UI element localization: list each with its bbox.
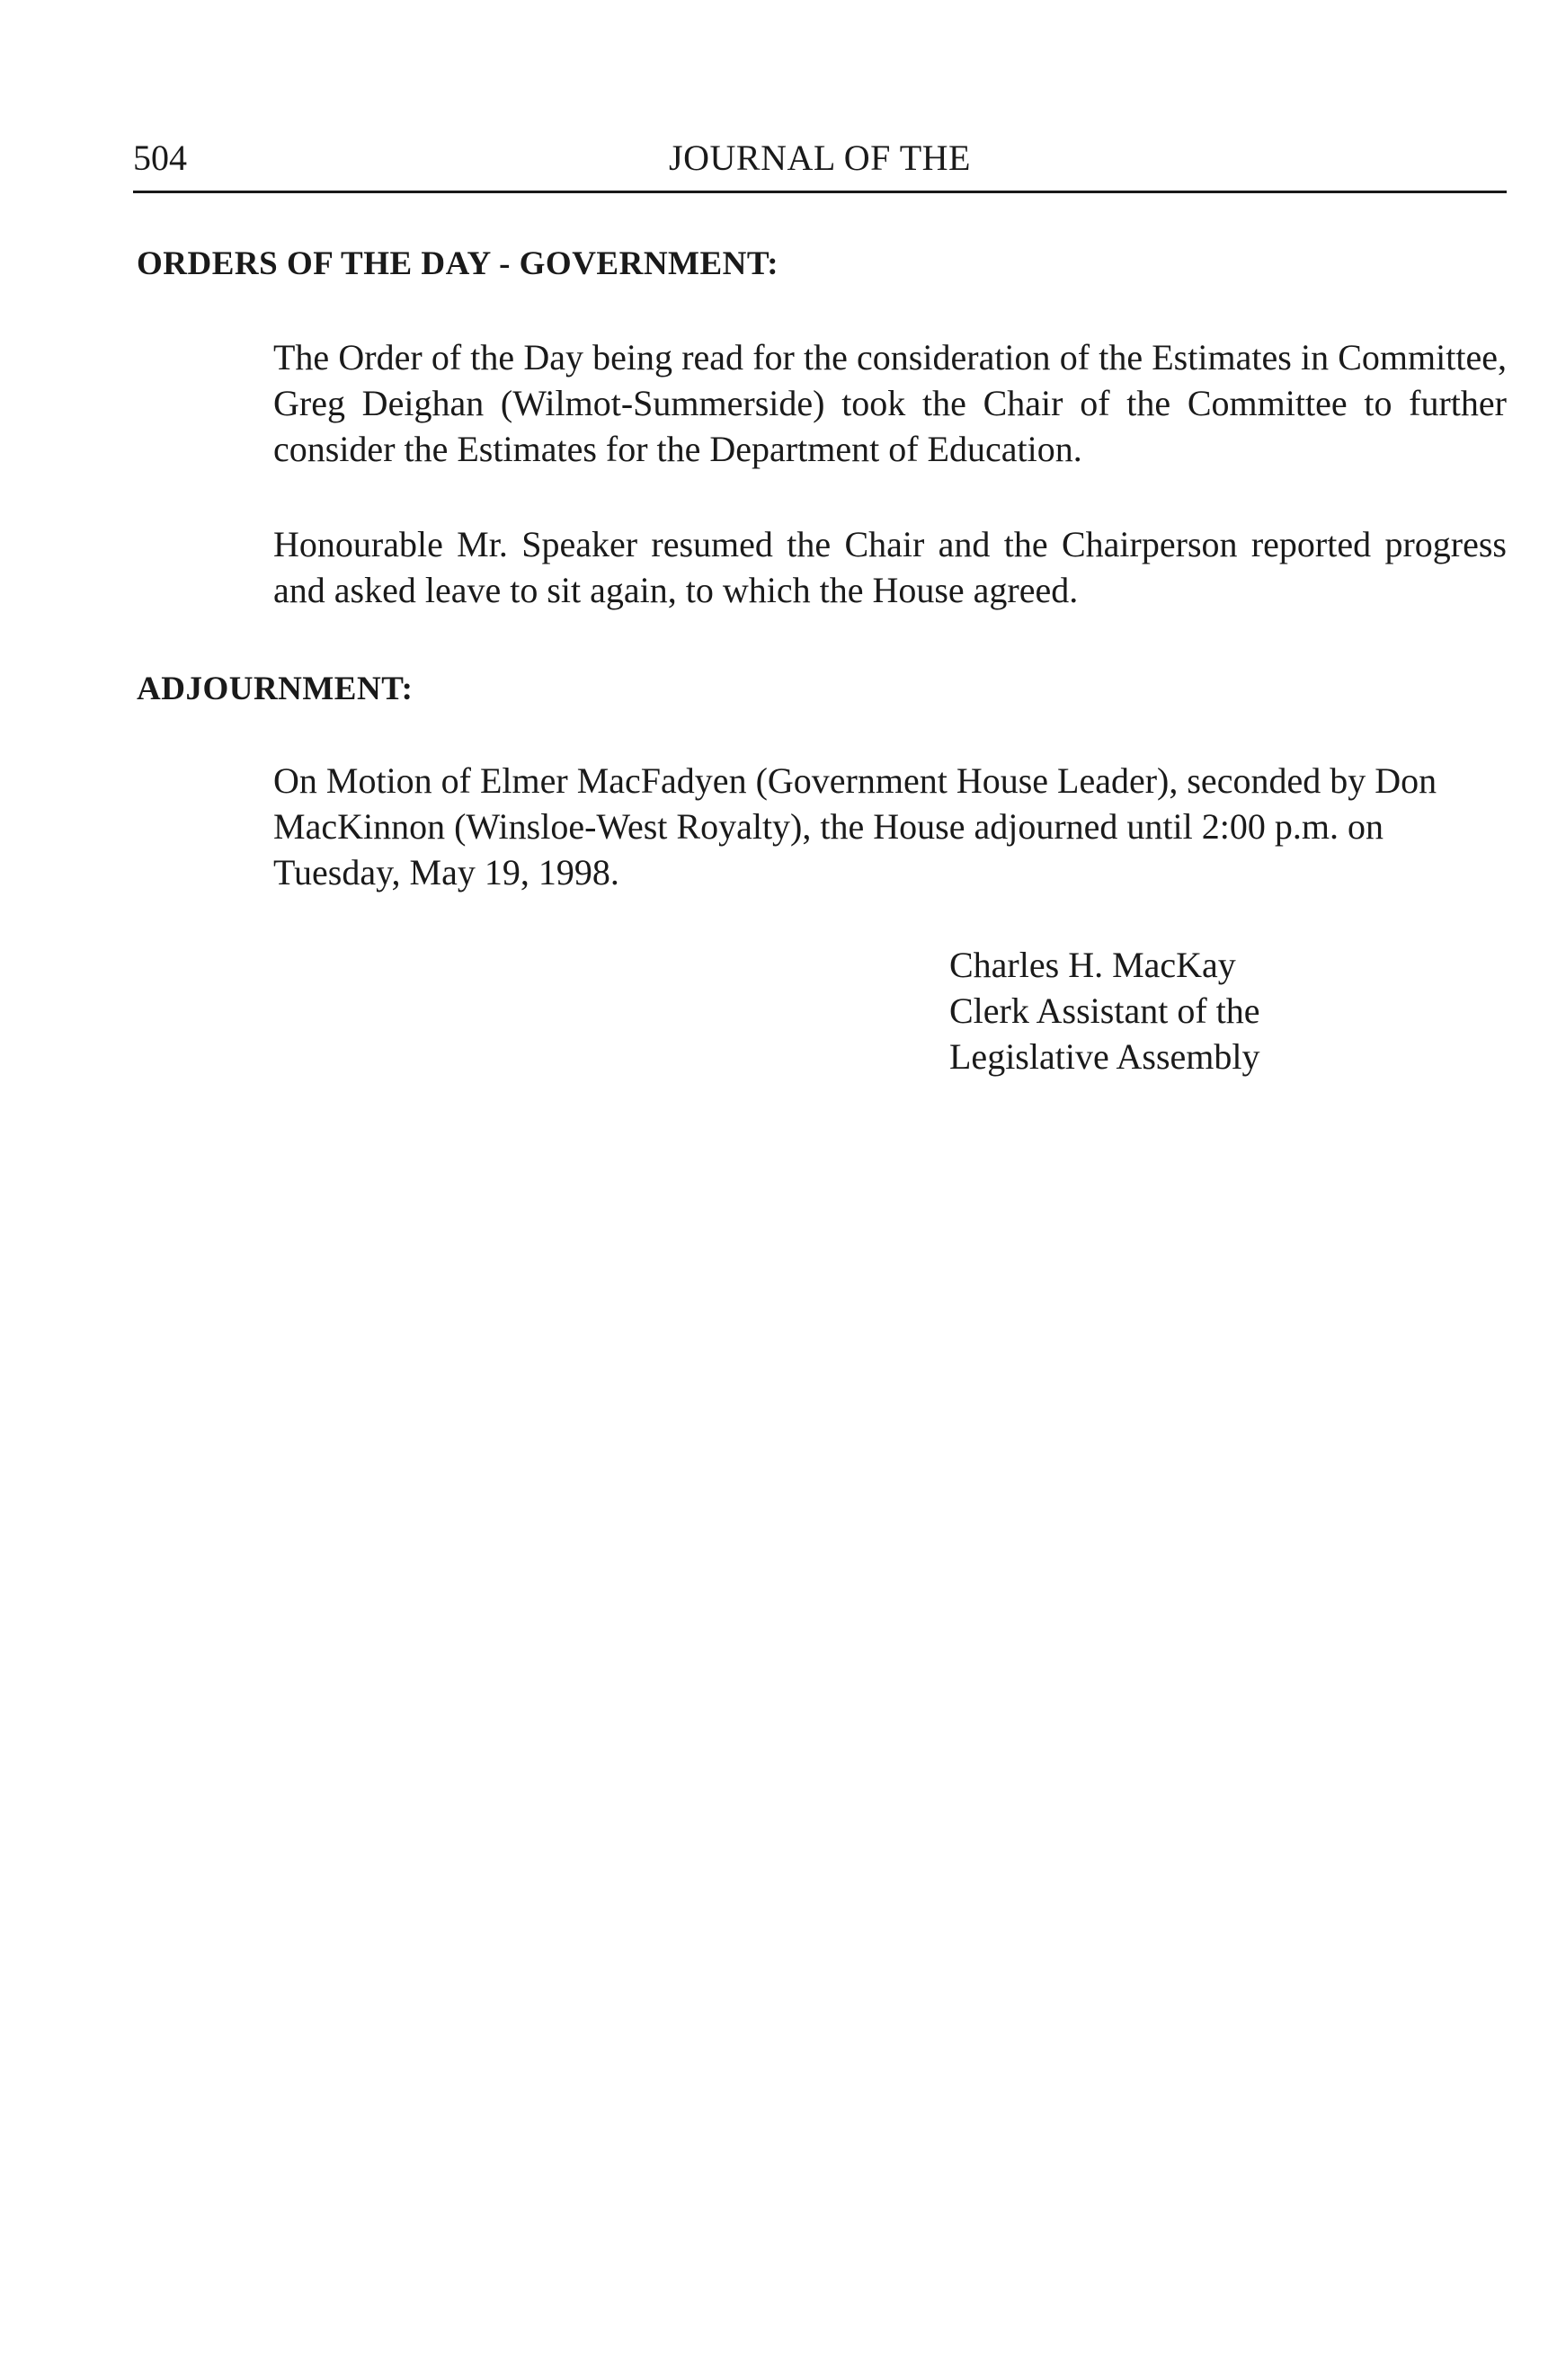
signature-block: [949, 942, 1260, 1079]
adjournment-heading: ADJOURNMENT:: [137, 670, 414, 707]
running-header: [133, 140, 1507, 193]
journal-title: JOURNAL OF THE: [669, 138, 971, 178]
signatory-title-line-2: Legislative Assembly: [949, 1036, 1260, 1077]
signatory-name: Charles H. MacKay: [949, 945, 1236, 985]
speaker-resumed-paragraph: Honourable Mr. Speaker resumed the Chair and the Chairperson reported progress and asked leave to sit again, to which the House agreed.: [273, 524, 1507, 610]
orders-of-the-day-heading: ORDERS OF THE DAY - GOVERNMENT:: [137, 245, 779, 282]
page-number: 504: [133, 138, 187, 178]
estimates-committee-paragraph: The Order of the Day being read for the consideration of the Estimates in Committee, Greg Deighan (Wilmot-Summerside) took the Chair of the Committee to further consider the Estimates for the Department of Education.: [273, 337, 1507, 469]
adjournment-motion-paragraph: On Motion of Elmer MacFadyen (Government House Leader), seconded by Don MacKinnon (Winsloe-West Royalty), the House adjourned until 2:00 p.m. on Tuesday, May 19, 1998.: [273, 760, 1437, 892]
signatory-title-line-1: Clerk Assistant of the: [949, 990, 1260, 1031]
